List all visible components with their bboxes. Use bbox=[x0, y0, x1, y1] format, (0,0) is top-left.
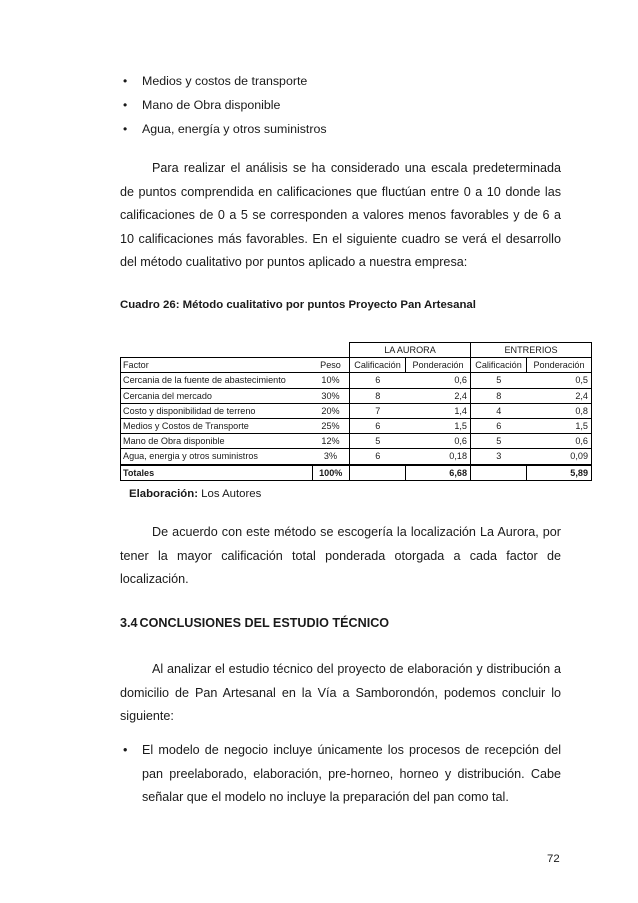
table-cell: 30% bbox=[312, 388, 350, 403]
table-row bbox=[121, 449, 592, 465]
paragraph-text: Para realizar el análisis se ha considerado una escala predeterminada de puntos comprendida en calificaciones que fluctúan entre 0 a 10 donde las calificaciones de 0 a 5 se corresponden a valores menos favorables y de 6 a 10 calificaciones más favorables. En el siguiente cuadro se verá el desarrollo del método cualitativo por puntos aplicado a nuestra empresa: bbox=[120, 161, 561, 269]
table-row bbox=[121, 418, 592, 433]
bullet-icon: • bbox=[123, 74, 128, 88]
table-cell: Agua, energia y otros suministros bbox=[121, 449, 313, 465]
table-cell: 6 bbox=[350, 449, 406, 465]
list-item-text: Mano de Obra disponible bbox=[142, 98, 281, 112]
group-header-entrerios: ENTRERIOS bbox=[471, 343, 592, 358]
paragraph-scale bbox=[120, 157, 561, 275]
table-cell: 0,5 bbox=[527, 373, 592, 388]
bullet-icon: • bbox=[123, 122, 128, 136]
qualitative-method-table bbox=[120, 342, 592, 481]
table-cell: 2,4 bbox=[406, 388, 471, 403]
table-row bbox=[121, 388, 592, 403]
table-cell: Mano de Obra disponible bbox=[121, 434, 313, 449]
table-cell: 5 bbox=[471, 373, 527, 388]
table-cell: 8 bbox=[471, 388, 527, 403]
table-cell: 1,4 bbox=[406, 403, 471, 418]
table-cell: 1,5 bbox=[406, 418, 471, 433]
conclusion-bullet-text: El modelo de negocio incluye únicamente los procesos de recepción del pan preelaborado, elaboración, pre-horneo, horneo y distribución. Cabe señalar que el modelo no incluye la preparación del pan como tal. bbox=[142, 743, 561, 804]
table-cell: Cercania del mercado bbox=[121, 388, 313, 403]
bullet-icon: • bbox=[123, 98, 128, 112]
paragraph-text: De acuerdo con este método se escogería la localización La Aurora, por tener la mayor calificación total ponderada otorgada a cada factor de localización. bbox=[120, 525, 561, 586]
table-cell: 8 bbox=[350, 388, 406, 403]
column-header: Ponderación bbox=[527, 358, 592, 373]
table-cell: 6 bbox=[471, 418, 527, 433]
list-item bbox=[120, 97, 570, 121]
table-cell bbox=[471, 465, 527, 481]
column-header: Ponderación bbox=[406, 358, 471, 373]
table-cell: 0,6 bbox=[406, 373, 471, 388]
list-item-text: Agua, energía y otros suministros bbox=[142, 122, 327, 136]
group-header-la-aurora: LA AURORA bbox=[350, 343, 471, 358]
table-cell: 3% bbox=[312, 449, 350, 465]
table-cell: 0,6 bbox=[527, 434, 592, 449]
table-cell: Medios y Costos de Transporte bbox=[121, 418, 313, 433]
table-row bbox=[121, 373, 592, 388]
table-cell: Costo y disponibilidad de terreno bbox=[121, 403, 313, 418]
table-cell: 12% bbox=[312, 434, 350, 449]
table-cell: 5,89 bbox=[527, 465, 592, 481]
list-item-text: Medios y costos de transporte bbox=[142, 74, 308, 88]
table-cell: 4 bbox=[471, 403, 527, 418]
list-item bbox=[120, 121, 570, 145]
list-item bbox=[120, 73, 570, 97]
table-cell: 1,5 bbox=[527, 418, 592, 433]
table-cell: 0,09 bbox=[527, 449, 592, 465]
table-cell: 20% bbox=[312, 403, 350, 418]
elaboration-value: Los Autores bbox=[201, 488, 262, 500]
table-cell: 5 bbox=[350, 434, 406, 449]
top-bullet-list bbox=[120, 73, 570, 145]
table-cell: 25% bbox=[312, 418, 350, 433]
conclusion-bullet bbox=[120, 739, 561, 810]
table-cell: 0,8 bbox=[527, 403, 592, 418]
elaboration-label: Elaboración: bbox=[129, 488, 198, 500]
table-row bbox=[121, 403, 592, 418]
table-cell: 0,6 bbox=[406, 434, 471, 449]
table-cell: 6 bbox=[350, 373, 406, 388]
table-cell: 100% bbox=[312, 465, 350, 481]
table-cell: 7 bbox=[350, 403, 406, 418]
section-title: CONCLUSIONES DEL ESTUDIO TÉCNICO bbox=[139, 616, 390, 630]
table-cell: 6 bbox=[350, 418, 406, 433]
table-cell: 2,4 bbox=[527, 388, 592, 403]
table-caption: Cuadro 26: Método cualitativo por puntos Proyecto Pan Artesanal bbox=[120, 299, 476, 311]
table-cell bbox=[350, 465, 406, 481]
column-header: Calificación bbox=[350, 358, 406, 373]
paragraph-analysis bbox=[120, 658, 561, 729]
table-cell: 5 bbox=[471, 434, 527, 449]
section-heading bbox=[120, 616, 389, 630]
column-header: Peso bbox=[312, 358, 350, 373]
elaboration-note bbox=[129, 488, 261, 500]
bullet-icon: • bbox=[123, 743, 128, 757]
table-column-header bbox=[121, 358, 592, 373]
column-header: Calificación bbox=[471, 358, 527, 373]
column-header: Factor bbox=[121, 358, 313, 373]
page-number: 72 bbox=[547, 853, 560, 865]
table-cell: 3 bbox=[471, 449, 527, 465]
table-group-header bbox=[121, 343, 592, 358]
table-cell: 10% bbox=[312, 373, 350, 388]
table-totals-row bbox=[121, 465, 592, 481]
section-number: 3.4 bbox=[120, 616, 138, 630]
table-cell: Cercania de la fuente de abastecimiento bbox=[121, 373, 313, 388]
paragraph-conclusion-location bbox=[120, 521, 561, 592]
table-cell: Totales bbox=[121, 465, 313, 481]
table-row bbox=[121, 434, 592, 449]
table-cell: 6,68 bbox=[406, 465, 471, 481]
table-cell: 0,18 bbox=[406, 449, 471, 465]
paragraph-text: Al analizar el estudio técnico del proyecto de elaboración y distribución a domicilio de Pan Artesanal en la Vía a Samborondón, podemos concluir lo siguiente: bbox=[120, 662, 561, 723]
